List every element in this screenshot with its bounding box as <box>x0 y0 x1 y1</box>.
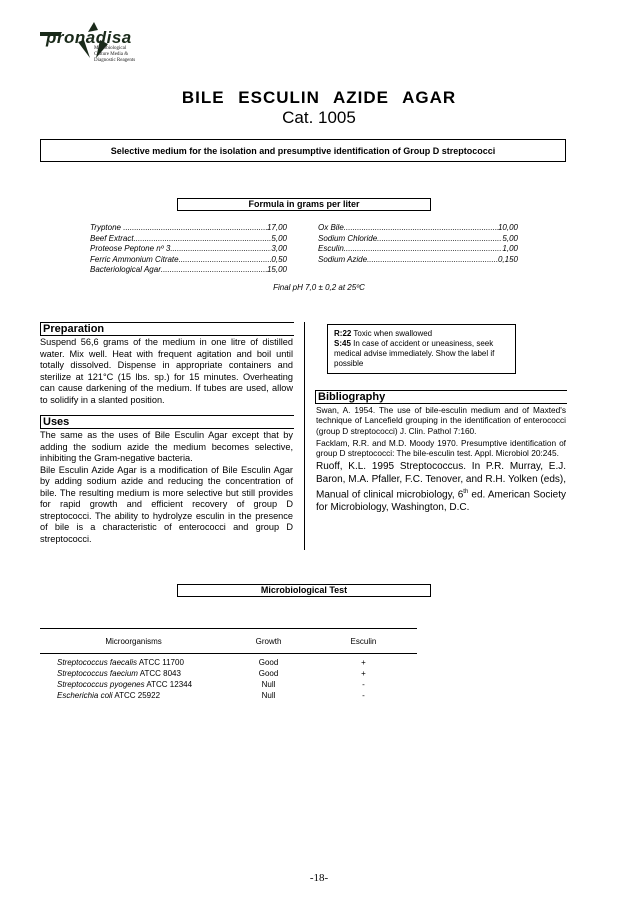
column-divider <box>304 322 305 550</box>
preparation-heading: Preparation <box>40 322 294 336</box>
bibliography-heading: Bibliography <box>315 390 567 404</box>
bibliography-entry: Swan, A. 1954. The use of bile-esculin medium and of Maxted's technique of Lancefield grouping in the identification of enterococci (group D streptococci) J. Clin. Pathol 7:160. <box>316 405 566 436</box>
formula-row: Sodium Azide ..... 0,150 <box>318 255 518 266</box>
table-header-row <box>40 629 417 654</box>
formula-heading: Formula in grams per liter <box>177 198 431 211</box>
column-header: Growth <box>227 629 310 654</box>
risk-text: Toxic when swallowed <box>351 329 433 338</box>
formula-row: Esculin ..... 1,00 <box>318 244 518 255</box>
logo-wordmark: pronadisa <box>46 28 132 47</box>
micro-test-table <box>40 628 417 701</box>
company-logo <box>38 18 178 68</box>
page-number: -18- <box>309 872 329 884</box>
final-ph: Final pH 7,0 ± 0,2 at 25ºC <box>273 283 365 292</box>
risk-code: R:22 <box>334 329 352 338</box>
preparation-text: Suspend 56,6 grams of the medium in one litre of distilled water. Mix well. Heat with frequent agitation and boil until totally dissolved. Dispense in appropriate containers and sterilize at 121°C (15 lbs. sp.) for 15 minutes. Overheating can cause darkening of the medium. If tubes are used, allow to solidify in a slanted position. <box>40 337 293 405</box>
formula-row: Proteose Peptone nº 3 ..... 3,00 <box>90 244 287 255</box>
safety-code: S:45 <box>334 339 351 348</box>
table-row: Streptococcus faecium ATCC 8043 Good + <box>57 669 366 678</box>
table-row: Streptococcus pyogenes ATCC 12344 Null - <box>57 680 365 689</box>
uses-text <box>40 430 293 545</box>
formula-row: Beef Extract ..... 5,00 <box>90 234 287 245</box>
column-header: Esculin <box>310 629 417 654</box>
catalog-number: Cat. 1005 <box>282 108 356 127</box>
safety-text: In case of accident or uneasiness, seek medical advise immediately. Show the label if possible <box>334 339 495 368</box>
formula-right-column <box>318 223 518 265</box>
logo-tagline: Microbiological Culture Media & Diagnostic Reagents <box>94 46 136 63</box>
uses-heading: Uses <box>40 415 294 429</box>
formula-row: Sodium Chloride ..... 5,00 <box>318 234 518 245</box>
table-row: Escherichia coli ATCC 25922 Null - <box>57 691 365 700</box>
bibliography-entry: Ruoff, K.L. 1995 Streptococcus. In P.R. Murray, E.J. Baron, M.A. Pfaller, F.C. Tenover, and R.H. Yolken (eds), Manual of clinical microbiology, 6th ed. American Society for Microbiology, Washington, D.C. <box>316 461 566 514</box>
formula-row: Ox Bile ..... 10,00 <box>318 223 518 234</box>
micro-test-heading: Microbiological Test <box>177 584 431 597</box>
formula-row: Bacteriological Agar ..... 15,00 <box>90 265 287 276</box>
uses-paragraph: The same as the uses of Bile Esculin Agar except that by adding the sodium azide the medium becomes selective, inhibiting the Gram-negative bacteria. <box>40 430 293 463</box>
formula-row: Tryptone ..... 17,00 <box>90 223 287 234</box>
subtitle-box: Selective medium for the isolation and presumptive identification of Group D streptococci <box>40 139 566 162</box>
formula-row: Ferric Ammonium Citrate ..... 0,50 <box>90 255 287 266</box>
page-title: BILE ESCULIN AZIDE AGAR <box>181 88 457 107</box>
bibliography-entry: Facklam, R.R. and M.D. Moody 1970. Presumptive identification of group D streptococci: The bile-esculin test. Appl. Microbiol 20:245. <box>316 437 566 459</box>
risk-safety-box <box>327 324 516 374</box>
column-header: Microorganisms <box>40 629 227 654</box>
uses-paragraph: Bile Esculin Azide Agar is a modification of Bile Esculin Agar by adding sodium azide and reducing the concentration of bile. The resulting medium is more selective but still provides for rapid growth and efficient recovery of group D streptococci. The ability to hydrolyze esculin in the presence of bile is a characteristic of enterococci and group D streptococci. <box>40 464 293 544</box>
table-row: Streptococcus faecalis ATCC 11700 Good + <box>57 658 366 667</box>
bibliography-list <box>316 405 566 515</box>
formula-left-column <box>90 223 287 276</box>
